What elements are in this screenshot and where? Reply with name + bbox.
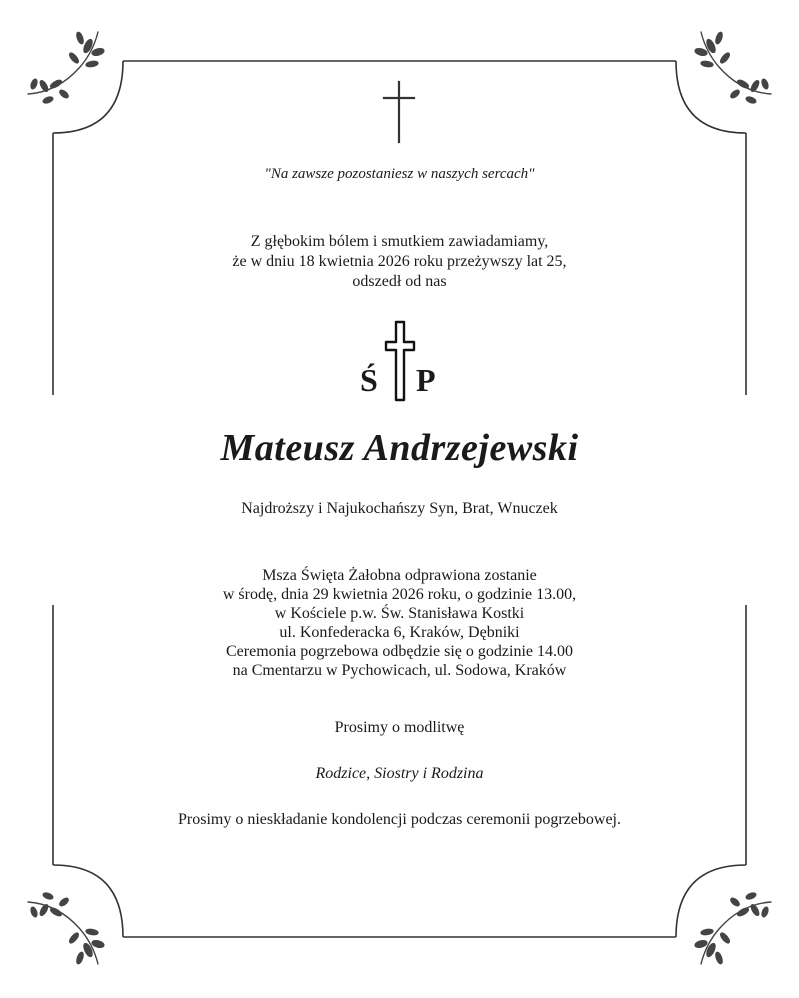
funeral-detail-line: w Kościele p.w. Św. Stanisława Kostki: [274, 605, 525, 622]
sp-letter-p: P: [416, 362, 436, 398]
prayer-request: Prosimy o modlitwę: [334, 719, 465, 736]
intro-line: Z głębokim bólem i smutkiem zawiadamiamy,: [250, 233, 549, 250]
sp-mark: [360, 316, 440, 402]
funeral-detail-line: Msza Święta Żałobna odprawiona zostanie: [262, 567, 537, 584]
latin-cross-icon: [376, 80, 422, 144]
announcement-intro: [0, 232, 799, 292]
floral-branch-icon: [691, 884, 781, 974]
floral-branch-icon: [18, 884, 108, 974]
memorial-quote: "Na zawsze pozostaniesz w naszych sercach": [264, 166, 535, 182]
intro-line: że w dniu 18 kwietnia 2026 roku przeżywszy lat 25,: [232, 253, 567, 270]
family-relation: Najdroższy i Najukochańszy Syn, Brat, Wnuczek: [241, 500, 558, 517]
funeral-detail-line: na Cmentarzu w Pychowicach, ul. Sodowa, Kraków: [232, 662, 567, 679]
funeral-detail-line: ul. Konfederacka 6, Kraków, Dębniki: [279, 624, 520, 641]
family-signature: Rodzice, Siostry i Rodzina: [315, 765, 484, 782]
funeral-detail-line: Ceremonia pogrzebowa odbędzie się o godzinie 14.00: [226, 643, 573, 660]
deceased-name: Mateusz Andrzejewski: [220, 427, 579, 469]
floral-branch-icon: [18, 22, 108, 112]
funeral-detail-line: w środę, dnia 29 kwietnia 2026 roku, o godzinie 13.00,: [222, 586, 577, 603]
funeral-details: [0, 566, 799, 680]
sp-letter-s: Ś: [360, 362, 378, 398]
condolence-note: Prosimy o nieskładanie kondolencji podczas ceremonii pogrzebowej.: [178, 811, 621, 828]
intro-line: odszedł od nas: [352, 273, 447, 290]
floral-branch-icon: [691, 22, 781, 112]
outlined-cross-icon: [384, 320, 416, 402]
